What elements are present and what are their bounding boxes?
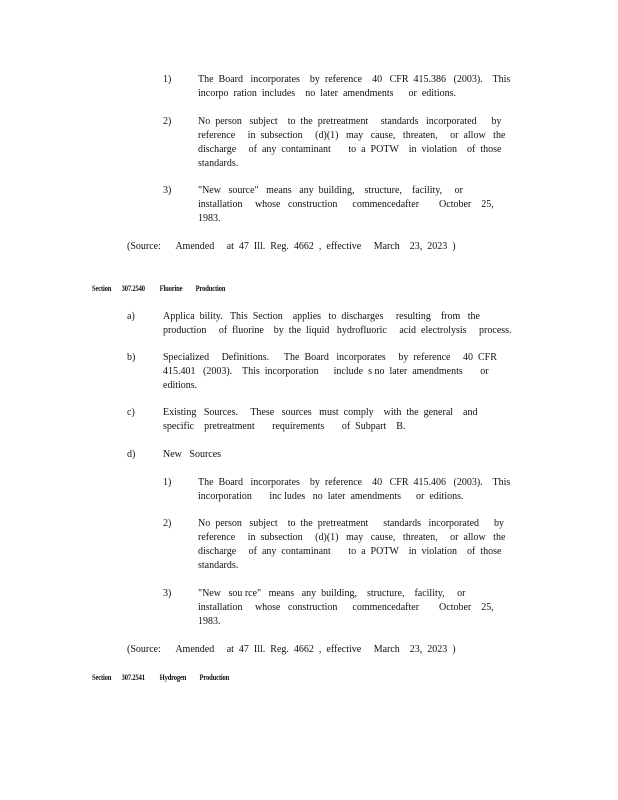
paragraph-line: Existing Sources. These sources must comply with the general and [163, 407, 478, 418]
paragraph-line: incorpo ration includes no later amendments or editions. [198, 88, 456, 99]
item-number: d) [127, 449, 136, 460]
paragraph-line: No person subject to the pretreatment standards incorporated by [198, 518, 505, 529]
source-note: (Source: Amended at 47 Ill. Reg. 4662 , effective March 23, 2023 ) [127, 241, 456, 252]
paragraph [163, 310, 512, 338]
paragraph [198, 587, 494, 629]
paragraph-line: incorporation inc ludes no later amendments or editions. [198, 491, 464, 502]
paragraph [198, 184, 494, 226]
paragraph-line: reference in subsection (d)(1) may cause, threaten, or allow the [198, 130, 506, 141]
item-number: 1) [163, 477, 172, 488]
paragraph-line: 1983. [198, 616, 221, 627]
paragraph-line: installation whose construction commencedafter October 25, [198, 199, 494, 210]
item-number: 2) [163, 518, 172, 529]
paragraph [163, 448, 221, 462]
section-heading: Section 307.2541 Hydrogen Production [92, 673, 230, 682]
item-number: 2) [163, 116, 172, 127]
section-heading: Section 307.2540 Fluorine Production [92, 284, 226, 293]
item-number: c) [127, 407, 135, 418]
paragraph-line: production of fluorine by the liquid hydrofluoric acid electrolysis process. [163, 325, 512, 336]
item-number: 3) [163, 185, 172, 196]
source-note: (Source: Amended at 47 Ill. Reg. 4662 , effective March 23, 2023 ) [127, 644, 456, 655]
paragraph-line: discharge of any contaminant to a POTW in violation of those [198, 546, 502, 557]
paragraph [163, 351, 497, 393]
item-number: a) [127, 311, 135, 322]
paragraph-line: The Board incorporates by reference 40 CFR 415.386 (2003). This [198, 74, 511, 85]
paragraph-line: Specialized Definitions. The Board incorporates by reference 40 CFR [163, 352, 497, 363]
paragraph [198, 73, 510, 101]
paragraph-line: standards. [198, 158, 239, 169]
paragraph [198, 476, 510, 504]
paragraph-line: reference in subsection (d)(1) may cause, threaten, or allow the [198, 532, 506, 543]
paragraph-line: installation whose construction commencedafter October 25, [198, 602, 494, 613]
item-number: 1) [163, 74, 172, 85]
paragraph [198, 115, 505, 171]
paragraph-line: editions. [163, 380, 198, 391]
paragraph-line: New Sources [163, 449, 222, 460]
paragraph-line: "New sou rce" means any building, structure, facility, or [198, 588, 466, 599]
paragraph-line: specific pretreatment requirements of Subpart B. [163, 421, 406, 432]
paragraph-line: "New source" means any building, structure, facility, or [198, 185, 463, 196]
item-number: 3) [163, 588, 172, 599]
item-number: b) [127, 352, 136, 363]
paragraph-line: No person subject to the pretreatment standards incorporated by [198, 116, 502, 127]
paragraph [198, 517, 505, 573]
paragraph [163, 406, 477, 434]
paragraph-line: The Board incorporates by reference 40 CFR 415.406 (2003). This [198, 477, 511, 488]
paragraph-line: Applica bility. This Section applies to discharges resulting from the [163, 311, 480, 322]
paragraph-line: 1983. [198, 213, 221, 224]
paragraph-line: standards. [198, 560, 239, 571]
paragraph-line: 415.401 (2003). This incorporation include s no later amendments or [163, 366, 489, 377]
paragraph-line: discharge of any contaminant to a POTW in violation of those [198, 144, 502, 155]
